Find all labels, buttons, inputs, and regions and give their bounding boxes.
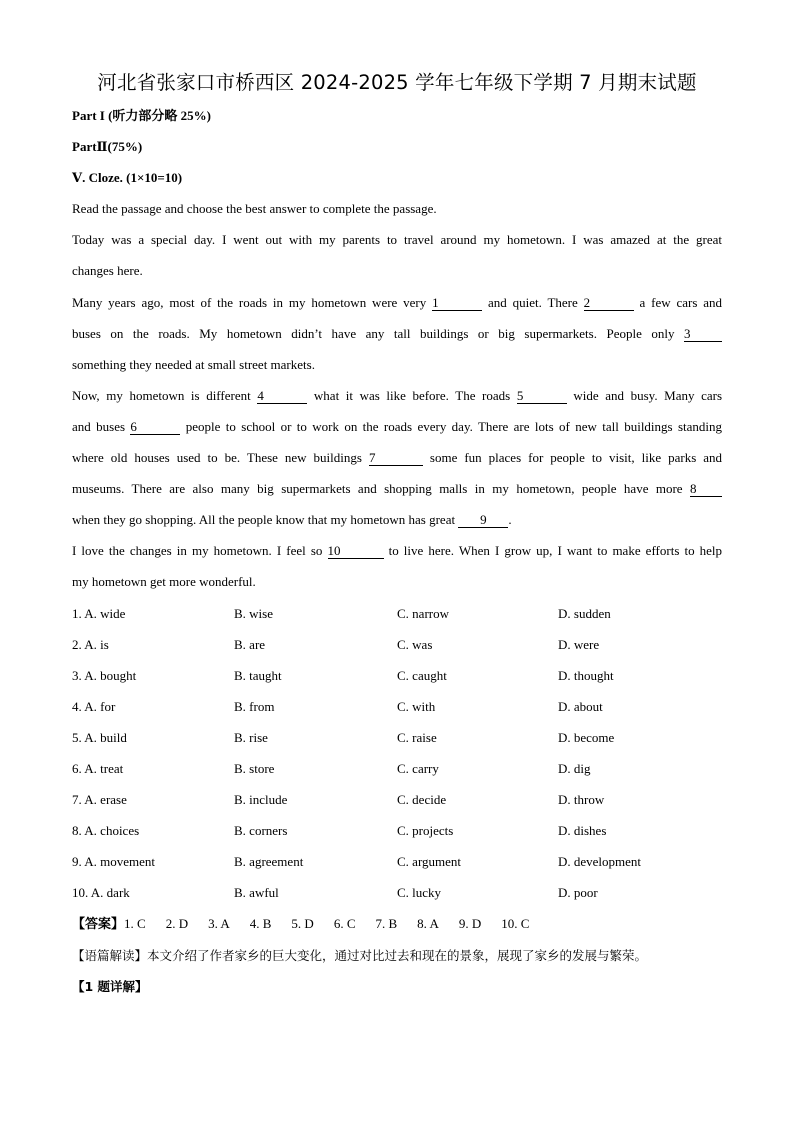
paragraph-1-line-1: Today was a special day. I went out with my parents to travel around my hometown. I was amazed at the great xyxy=(72,232,722,248)
blank-9: 9 xyxy=(458,513,508,528)
option-choice: C. carry xyxy=(397,760,439,776)
option-choice: B. rise xyxy=(234,729,268,745)
option-row xyxy=(72,598,722,629)
option-choice: B. awful xyxy=(234,885,279,901)
blank-2: 2 xyxy=(584,296,634,311)
option-choice: C. raise xyxy=(397,729,437,745)
blank-5: 5 xyxy=(517,389,567,404)
answer-item: 3. A xyxy=(208,916,230,932)
paragraph-2-line-2: buses on the roads. My hometown didn’t have any tall buildings or big supermarkets. People only 3 xyxy=(72,318,722,349)
blank-8: 8 xyxy=(690,482,722,497)
paragraph-3-line-2: and buses 6 people to school or to work on the roads every day. There are lots of new tall buildings standing xyxy=(72,418,723,434)
answer-item: 2. D xyxy=(165,916,189,932)
document-page xyxy=(72,66,722,1002)
option-choice: D. dig xyxy=(558,760,591,776)
option-choice: B. agreement xyxy=(234,854,304,870)
option-choice: 8. A. choices xyxy=(72,823,140,839)
option-choice: D. poor xyxy=(558,885,598,901)
option-choice: 3. A. bought xyxy=(72,667,137,683)
answer-item: 7. B xyxy=(375,916,398,932)
paragraph-3-line-3: where old houses used to be. These new buildings 7 some fun places for people to visit, like parks and xyxy=(72,450,723,466)
option-choice: B. corners xyxy=(234,823,288,839)
paragraph-1-line-2: changes here. xyxy=(72,263,143,279)
option-choice: C. caught xyxy=(397,667,447,683)
blank-4: 4 xyxy=(257,389,307,404)
option-row xyxy=(72,660,722,691)
option-row xyxy=(72,629,722,660)
option-choice: B. are xyxy=(234,636,266,652)
options-list xyxy=(72,598,722,909)
option-choice: C. lucky xyxy=(397,885,442,901)
option-choice: D. dishes xyxy=(558,823,607,839)
detail-heading: 【1 题详解】 xyxy=(72,978,148,994)
answer-label: 【答案】 xyxy=(72,917,125,933)
paragraph-3-line-4: museums. There are also many big supermarkets and shopping malls in my hometown, people have more 8 xyxy=(72,473,722,504)
option-choice: 7. A. erase xyxy=(72,792,127,808)
option-row xyxy=(72,722,722,753)
option-row xyxy=(72,691,722,722)
page-title: 河北省张家口市桥西区 2024-2025 学年七年级下学期 7 月期末试题 xyxy=(97,71,697,94)
option-choice: B. store xyxy=(234,760,275,776)
option-row xyxy=(72,846,722,877)
answer-item: 9. D xyxy=(458,916,482,932)
option-row xyxy=(72,784,722,815)
blank-3: 3 xyxy=(684,327,722,342)
instruction-text: Read the passage and choose the best answer to complete the passage. xyxy=(72,201,437,217)
section-heading: Ⅴ. Cloze. (1×10=10) xyxy=(72,170,183,186)
option-row xyxy=(72,877,722,908)
option-choice: 4. A. for xyxy=(72,698,116,714)
blank-1: 1 xyxy=(432,296,482,311)
paragraph-2-line-1: Many years ago, most of the roads in my hometown were very 1 and quiet. There 2 a few cars and xyxy=(72,294,723,310)
paragraph-3-line-5: when they go shopping. All the people know that my hometown has great 9 . xyxy=(72,512,512,528)
option-row xyxy=(72,815,722,846)
option-choice: C. narrow xyxy=(397,605,449,621)
option-choice: 5. A. build xyxy=(72,729,127,745)
analysis-text: 【语篇解读】本文介绍了作者家乡的巨大变化，通过对比过去和现在的景象，展现了家乡的发展与繁荣。 xyxy=(72,947,648,963)
answer-item: 1. C xyxy=(124,916,146,932)
option-choice: D. development xyxy=(558,854,642,870)
option-choice: B. from xyxy=(234,698,275,714)
option-choice: D. throw xyxy=(558,792,605,808)
answer-item: 4. B xyxy=(249,916,272,932)
blank-10: 10 xyxy=(328,544,384,559)
paragraph-4-line-2: my hometown get more wonderful. xyxy=(72,574,256,590)
option-choice: D. were xyxy=(558,636,600,652)
answer-item: 5. D xyxy=(291,916,314,932)
option-choice: D. about xyxy=(558,698,603,714)
option-choice: B. taught xyxy=(234,667,282,683)
answer-item: 10. C xyxy=(501,916,530,932)
paragraph-2-line-3: something they needed at small street markets. xyxy=(72,356,315,372)
answer-line xyxy=(72,908,722,939)
option-choice: 2. A. is xyxy=(72,636,109,652)
option-choice: D. thought xyxy=(558,667,614,683)
part-one-heading: Part I (听力部分略 25%) xyxy=(72,108,212,123)
answer-item: 6. C xyxy=(333,916,356,932)
option-choice: C. decide xyxy=(397,792,447,808)
paragraph-3-line-1: Now, my hometown is different 4 what it was like before. The roads 5 wide and busy. Many cars xyxy=(72,387,723,403)
option-choice: B. wise xyxy=(234,605,273,621)
option-choice: 6. A. treat xyxy=(72,760,124,776)
option-choice: C. with xyxy=(397,698,436,714)
answer-item: 8. A xyxy=(417,916,439,932)
option-choice: D. become xyxy=(558,729,615,745)
option-choice: 9. A. movement xyxy=(72,854,156,870)
option-choice: D. sudden xyxy=(558,605,611,621)
blank-7: 7 xyxy=(369,451,423,466)
option-choice: C. projects xyxy=(397,823,454,839)
option-choice: B. include xyxy=(234,792,288,808)
paragraph-4-line-1: I love the changes in my hometown. I feel so 10 to live here. When I grow up, I want to make efforts to help xyxy=(72,543,723,559)
blank-6: 6 xyxy=(130,420,180,435)
option-choice: 1. A. wide xyxy=(72,605,126,621)
part-two-heading: PartⅡ(75%) xyxy=(72,139,143,155)
option-choice: 10. A. dark xyxy=(72,885,130,901)
option-row xyxy=(72,753,722,784)
option-choice: C. was xyxy=(397,636,433,652)
option-choice: C. argument xyxy=(397,854,462,870)
